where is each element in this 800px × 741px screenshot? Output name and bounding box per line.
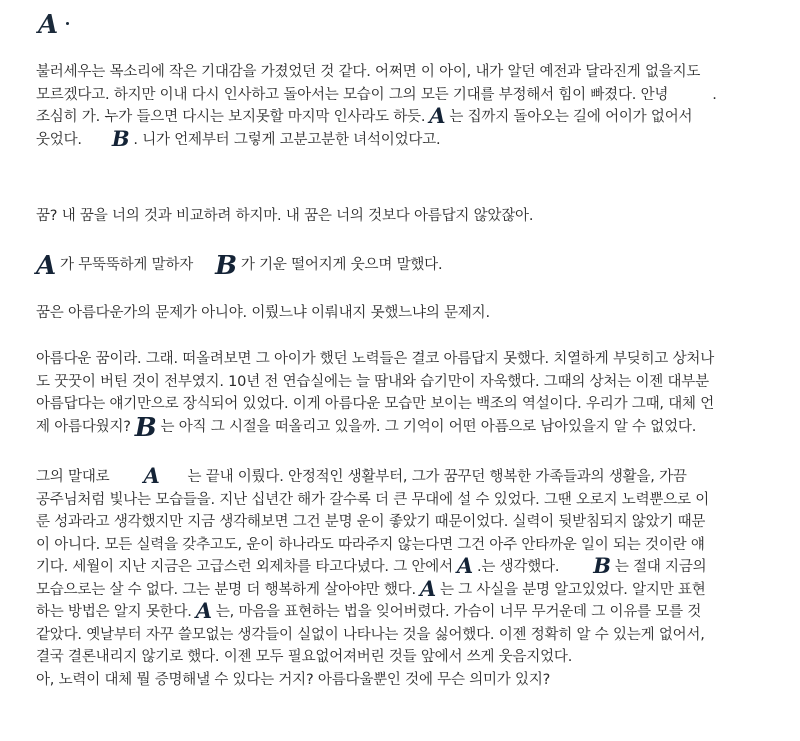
text-line: 꿈은 아름다운가의 문제가 아니야. 이뤘느냐 이뤄내지 못했느냐의 문제지. xyxy=(36,305,490,321)
text-line xyxy=(36,598,776,624)
text-line: 아, 노력이 대체 뭘 증명해낼 수 있다는 거지? 아름다울뿐인 것에 무슨 의미가 있지? xyxy=(36,671,551,688)
text-line: 결국 결론내리지 않기로 했다. 이젠 모두 필요없어져버린 것들 앞에서 쓰게 웃음지었다. xyxy=(36,649,573,665)
text-span: 는 끝내 이뤘다. 안정적인 생활부터, 그가 꿈꾸던 행복한 가족들과의 생활을, 가끔 xyxy=(187,469,687,485)
text-span: 는 집까지 돌아오는 길에 어이가 없어서 xyxy=(449,109,693,125)
text-span: 는 그 사실을 분명 알고있었다. 알지만 표현 xyxy=(439,581,706,598)
text-span: 가 기운 떨어지게 웃으며 말했다. xyxy=(240,257,443,273)
text-span: 모습으로는 살 수 없다. 그는 분명 더 행복하게 살아야만 했다. xyxy=(36,581,416,598)
paragraph-1 xyxy=(36,61,776,151)
handwritten-name-a: A xyxy=(419,575,436,601)
text-line xyxy=(36,412,776,443)
paragraph-3 xyxy=(36,251,776,281)
text-span: 모르겠다고. 하지만 이내 다시 인사하고 돌아서는 모습이 그의 모든 기대를 부정해서 힘이 빠졌다. 안녕 xyxy=(36,86,669,103)
text-line: 아름답다는 얘기만으로 장식되어 있었다. 이게 아름다운 모습만 보이는 백조의 역설이다. 우리가 그때, 대체 언 xyxy=(36,396,715,412)
paragraph-6 xyxy=(36,463,776,691)
handwritten-a-mark: A xyxy=(38,10,60,40)
text-line xyxy=(36,84,776,107)
mark-dot xyxy=(66,22,69,25)
handwritten-name-a: A xyxy=(456,553,473,578)
paragraph-2 xyxy=(36,205,776,228)
text-line: 아름다운 꿈이라. 그래. 떠올려보면 그 아이가 했던 노력들은 결코 아름답지 못했다. 치열하게 부딪히고 상처나 xyxy=(36,351,715,367)
text-line: 같았다. 옛날부터 자꾸 쓸모없는 생각들이 실없이 나타나는 것을 싫어했다. 이젠 정확히 알 수 있는게 없어서, xyxy=(36,626,705,643)
text-span: 하는 방법은 알지 못한다. xyxy=(36,604,192,620)
text-span: 제 아름다웠지? xyxy=(36,418,131,435)
text-line xyxy=(36,103,776,129)
paragraph-5 xyxy=(36,348,776,443)
handwritten-name-a: A xyxy=(36,251,56,281)
text-span: 조심히 가. 누가 들으면 다시는 보지못할 마지막 인사라도 하듯. xyxy=(36,109,426,125)
text-span: 기다. 세월이 지난 지금은 고급스런 외제차를 타고다녔다. 그 안에서 xyxy=(36,559,453,575)
text-span: .는 생각했다. xyxy=(476,559,560,575)
text-span: 가 무뚝뚝하게 말하자 xyxy=(59,257,194,273)
handwritten-name-b: B xyxy=(215,251,237,281)
text-line: 룬 성과라고 생각했지만 지금 생각해보면 그건 분명 운이 좋았기 때문이었다. 실력이 뒷받침되지 않았기 때문 xyxy=(36,514,706,530)
text-span: . 니가 언제부터 그렇게 고분고분한 녀석이었다고. xyxy=(133,131,441,148)
text-line: 불러세우는 목소리에 작은 기대감을 가졌었던 것 같다. 어쩌면 이 아이, 내가 알던 예전과 달라진게 없을지도 xyxy=(36,64,701,80)
handwritten-name-a: A xyxy=(195,598,212,623)
text-line: 도 꿋꿋이 버틴 것이 전부였지. 10년 전 연습실에는 늘 땀내와 습기만이 자욱했다. 그때의 상처는 이젠 대부분 xyxy=(36,373,709,390)
text-line: 공주님처럼 빛나는 모습들을. 지난 십년간 해가 갈수록 더 큰 무대에 설 수 있었다. 그땐 오로지 노력뿐으로 이 xyxy=(36,491,710,508)
text-span: 웃었다. xyxy=(36,131,82,148)
text-span: . xyxy=(712,86,717,103)
text-line: 이 아니다. 모든 실력을 갖추고도, 운이 하나라도 따라주지 않는다면 그건 아주 안타까운 일이 되는 것이란 얘 xyxy=(36,536,705,553)
handwritten-name-a: A xyxy=(143,463,160,488)
text-line xyxy=(36,553,776,579)
text-span: 는 절대 지금의 xyxy=(614,559,707,575)
text-span: 그의 말대로 xyxy=(36,469,110,485)
text-span: 는 아직 그 시절을 떠올리고 있을까. 그 기억이 어떤 아픔으로 남아있을지 알 수 없었다. xyxy=(160,418,697,435)
text-line xyxy=(32,251,776,281)
text-line xyxy=(36,125,776,152)
handwritten-name-b: B xyxy=(111,125,130,151)
text-span: 는, 마음을 표현하는 법을 잊어버렸다. 가슴이 너무 무거운데 그 이유를 모를 것 xyxy=(215,604,702,620)
handwritten-name-a: A xyxy=(429,103,446,128)
handwritten-name-b: B xyxy=(593,553,611,578)
handwritten-name-b: B xyxy=(134,412,157,443)
paragraph-4 xyxy=(36,302,776,325)
text-line xyxy=(36,575,776,602)
text-line xyxy=(36,463,776,489)
text-line: 꿈? 내 꿈을 너의 것과 비교하려 하지마. 내 꿈은 너의 것보다 아름답지 않았잖아. xyxy=(36,208,534,224)
